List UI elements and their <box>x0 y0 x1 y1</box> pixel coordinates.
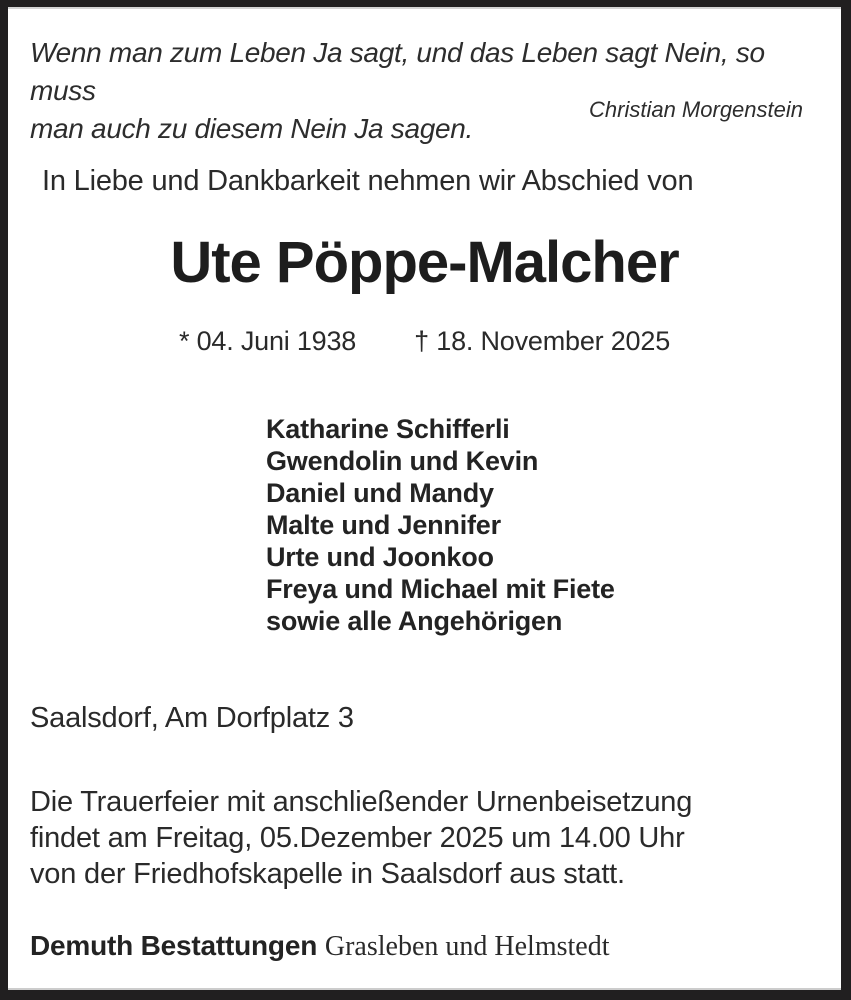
quote-attribution: Christian Morgenstein <box>589 97 803 122</box>
scan-artifact-line-bottom <box>8 988 841 990</box>
mourner-line: Daniel und Mandy <box>266 478 494 508</box>
quote-line-1: Wenn man zum Leben Ja sagt, und das Leben sagt Nein, so muss <box>30 37 765 106</box>
funeral-home-line <box>30 930 609 963</box>
service-line-1: Die Trauerfeier mit anschließender Urnenbeisetzung <box>30 786 693 818</box>
service-announcement <box>30 784 692 892</box>
death-date: † 18. November 2025 <box>414 326 671 356</box>
mourner-line: Katharine Schifferli <box>266 414 510 444</box>
service-line-3: von der Friedhofskapelle in Saalsdorf aus statt. <box>30 858 625 890</box>
scan-artifact-line-top <box>8 7 841 9</box>
memorial-quote <box>30 34 811 148</box>
mourner-line: Malte und Jennifer <box>266 510 501 540</box>
mourners-list <box>266 413 615 637</box>
funeral-home-name: Demuth Bestattungen <box>30 930 318 961</box>
mourner-line: sowie alle Angehörigen <box>266 606 563 636</box>
birth-date: * 04. Juni 1938 <box>178 326 357 356</box>
family-address: Saalsdorf, Am Dorfplatz 3 <box>30 702 354 734</box>
funeral-home-locations: Grasleben und Helmstedt <box>324 931 610 962</box>
farewell-intro: In Liebe und Dankbarkeit nehmen wir Abschied von <box>42 165 694 197</box>
mourner-line: Urte und Joonkoo <box>266 542 494 572</box>
mourner-line: Gwendolin und Kevin <box>266 446 539 476</box>
service-line-2: findet am Freitag, 05.Dezember 2025 um 14.00 Uhr <box>30 822 685 854</box>
deceased-name: Ute Pöppe-Malcher <box>170 230 679 295</box>
life-dates <box>8 326 841 357</box>
mourner-line: Freya und Michael mit Fiete <box>266 574 615 604</box>
quote-line-2: man auch zu diesem Nein Ja sagen. <box>30 113 474 144</box>
